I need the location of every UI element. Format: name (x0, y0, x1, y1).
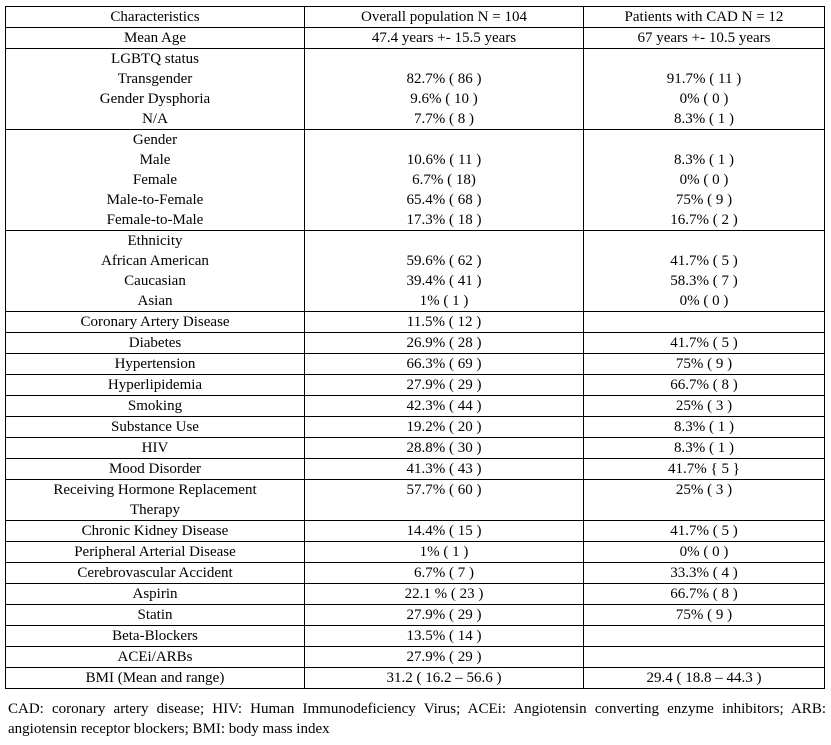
row-cad: 29.4 ( 18.8 – 44.3 ) (584, 668, 825, 689)
row-cad: 8.3% ( 1 ) (584, 438, 825, 459)
table-row (6, 563, 825, 584)
row-label: BMI (Mean and range) (6, 668, 305, 689)
row-cad: 25% ( 3 ) (584, 396, 825, 417)
row-label: Mean Age (6, 28, 305, 49)
row-cad: 8.3% ( 1 ) (584, 417, 825, 438)
group-item-label: Transgender (117, 71, 193, 87)
row-overall: 47.4 years +- 15.5 years (305, 28, 584, 49)
table-row (6, 584, 825, 605)
table-row (6, 354, 825, 375)
group-item-overall: 82.7% ( 86 ) (406, 71, 482, 87)
header-characteristics: Characteristics (6, 7, 305, 28)
group-item-cad: 8.3% ( 1 ) (674, 111, 734, 127)
group-labels (6, 49, 305, 130)
group-item-overall: 59.6% ( 62 ) (406, 253, 482, 269)
row-overall: 28.8% ( 30 ) (305, 438, 584, 459)
row-overall: 13.5% ( 14 ) (305, 626, 584, 647)
row-label: Statin (6, 605, 305, 626)
row-overall: 19.2% ( 20 ) (305, 417, 584, 438)
table-row (6, 647, 825, 668)
group-title: LGBTQ status (111, 51, 199, 67)
table-group-lgbtq (6, 49, 825, 130)
group-item-label: Female-to-Male (106, 212, 204, 228)
group-item-label: N/A (142, 111, 168, 127)
group-item-overall: 17.3% ( 18 ) (406, 212, 482, 228)
row-cad: 67 years +- 10.5 years (584, 28, 825, 49)
row-cad: 41.7% ( 5 ) (584, 521, 825, 542)
row-label: Diabetes (6, 333, 305, 354)
header-overall: Overall population N = 104 (305, 7, 584, 28)
group-item-cad: 0% ( 0 ) (679, 172, 729, 188)
row-overall: 26.9% ( 28 ) (305, 333, 584, 354)
row-label: Mood Disorder (6, 459, 305, 480)
row-label: HIV (6, 438, 305, 459)
group-item-cad: 0% ( 0 ) (679, 91, 729, 107)
group-item-overall: 9.6% ( 10 ) (410, 91, 478, 107)
row-cad: 75% ( 9 ) (584, 354, 825, 375)
table-row (6, 417, 825, 438)
row-label: Smoking (6, 396, 305, 417)
row-label: Aspirin (6, 584, 305, 605)
header-cad: Patients with CAD N = 12 (584, 7, 825, 28)
table-group-ethnicity (6, 231, 825, 312)
group-cad (584, 231, 825, 312)
row-label: Coronary Artery Disease (6, 312, 305, 333)
row-overall: 27.9% ( 29 ) (305, 605, 584, 626)
group-item-label: Gender Dysphoria (99, 91, 211, 107)
group-title: Gender (132, 132, 178, 148)
row-label: Hyperlipidemia (6, 375, 305, 396)
group-item-cad: 75% ( 9 ) (675, 192, 733, 208)
group-cad (584, 49, 825, 130)
row-overall: 1% ( 1 ) (305, 542, 584, 563)
group-item-label: Male (139, 152, 171, 168)
group-item-label: Asian (137, 293, 173, 309)
row-cad: 41.7% ( 5 ) (584, 333, 825, 354)
row-cad: 41.7% { 5 } (584, 459, 825, 480)
row-label: Beta-Blockers (6, 626, 305, 647)
row-overall: 14.4% ( 15 ) (305, 521, 584, 542)
group-overall (305, 231, 584, 312)
group-item-label: Male-to-Female (106, 192, 204, 208)
row-overall: 66.3% ( 69 ) (305, 354, 584, 375)
group-item-cad: 91.7% ( 11 ) (666, 71, 742, 87)
row-label-line: Receiving Hormone Replacement (53, 482, 257, 498)
table-row (6, 605, 825, 626)
group-item-overall: 1% ( 1 ) (419, 293, 469, 309)
group-item-cad: 16.7% ( 2 ) (670, 212, 738, 228)
table-row (6, 542, 825, 563)
row-overall: 31.2 ( 16.2 – 56.6 ) (305, 668, 584, 689)
row-label: ACEi/ARBs (6, 647, 305, 668)
row-label (6, 480, 305, 521)
group-item-overall: 65.4% ( 68 ) (406, 192, 482, 208)
row-cad: 25% ( 3 ) (584, 480, 825, 521)
table-row (6, 459, 825, 480)
row-cad (584, 312, 825, 333)
table-row (6, 480, 825, 521)
table-footnote: CAD: coronary artery disease; HIV: Human Immunodeficiency Virus; ACEi: Angiotensin converting enzyme inhibitors; ARB: angiotensin receptor blockers; BMI: body mass index (8, 701, 826, 737)
row-cad: 66.7% ( 8 ) (584, 375, 825, 396)
row-overall: 57.7% ( 60 ) (305, 480, 584, 521)
characteristics-table (5, 6, 825, 689)
row-cad (584, 626, 825, 647)
row-cad: 75% ( 9 ) (584, 605, 825, 626)
row-label: Hypertension (6, 354, 305, 375)
row-overall: 41.3% ( 43 ) (305, 459, 584, 480)
table-group-gender (6, 130, 825, 231)
group-item-cad: 0% ( 0 ) (679, 293, 729, 309)
table-row (6, 375, 825, 396)
row-cad: 66.7% ( 8 ) (584, 584, 825, 605)
group-item-overall: 7.7% ( 8 ) (414, 111, 474, 127)
row-cad: 0% ( 0 ) (584, 542, 825, 563)
table-row (6, 521, 825, 542)
group-item-cad: 8.3% ( 1 ) (674, 152, 734, 168)
row-label: Peripheral Arterial Disease (6, 542, 305, 563)
table-row (6, 626, 825, 647)
group-item-label: Caucasian (124, 273, 186, 289)
table-row (6, 333, 825, 354)
group-item-cad: 58.3% ( 7 ) (670, 273, 738, 289)
row-overall: 11.5% ( 12 ) (305, 312, 584, 333)
group-labels (6, 231, 305, 312)
table-row (6, 668, 825, 689)
row-overall: 22.1 % ( 23 ) (305, 584, 584, 605)
row-overall: 27.9% ( 29 ) (305, 375, 584, 396)
group-item-label: African American (101, 253, 209, 269)
table-row-mean-age (6, 28, 825, 49)
row-overall: 42.3% ( 44 ) (305, 396, 584, 417)
row-overall: 6.7% ( 7 ) (305, 563, 584, 584)
row-cad (584, 647, 825, 668)
group-cad (584, 130, 825, 231)
row-label: Chronic Kidney Disease (6, 521, 305, 542)
group-item-overall: 39.4% ( 41 ) (406, 273, 482, 289)
group-item-cad: 41.7% ( 5 ) (670, 253, 738, 269)
table-header-row (6, 7, 825, 28)
row-label-line: Therapy (130, 502, 180, 518)
row-cad: 33.3% ( 4 ) (584, 563, 825, 584)
group-overall (305, 49, 584, 130)
table-row (6, 396, 825, 417)
group-title: Ethnicity (127, 233, 183, 249)
group-overall (305, 130, 584, 231)
table-row (6, 312, 825, 333)
group-labels (6, 130, 305, 231)
group-item-label: Female (132, 172, 178, 188)
row-label: Substance Use (6, 417, 305, 438)
group-item-overall: 10.6% ( 11 ) (406, 152, 482, 168)
group-item-overall: 6.7% ( 18) (412, 172, 476, 188)
table-row (6, 438, 825, 459)
row-label: Cerebrovascular Accident (6, 563, 305, 584)
row-overall: 27.9% ( 29 ) (305, 647, 584, 668)
